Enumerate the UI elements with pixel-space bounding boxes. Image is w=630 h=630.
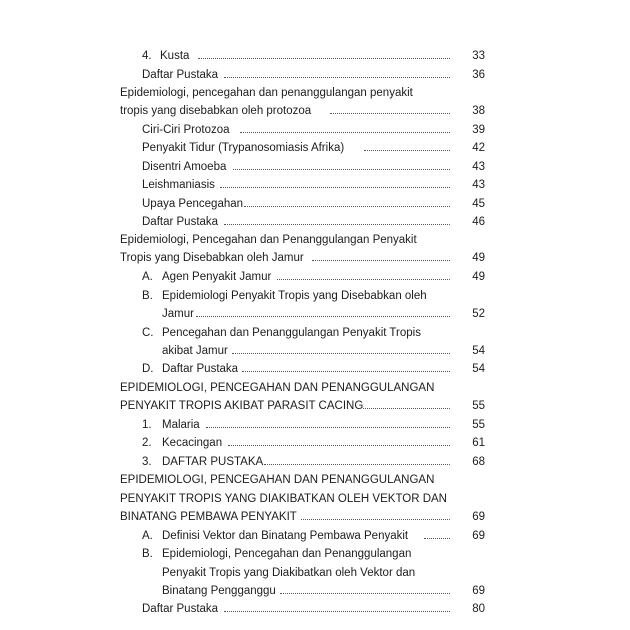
entry-title: Daftar Pustaka (142, 603, 219, 615)
entry-title: Malaria (162, 419, 200, 431)
entry-page: 43 (472, 161, 485, 173)
dot-leader (264, 464, 450, 465)
toc-entry (0, 47, 630, 65)
entry-page: 38 (472, 105, 485, 117)
entry-title: PENYAKIT TROPIS YANG DIAKIBATKAN OLEH VEKTOR DAN (120, 493, 447, 505)
entry-title: PENYAKIT TROPIS AKIBAT PARASIT CACING (120, 400, 364, 412)
entry-marker: C. (142, 327, 154, 339)
toc-entry (0, 305, 630, 323)
entry-title: Agen Penyakit Jamur (162, 271, 272, 283)
entry-title: Pencegahan dan Penanggulangan Penyakit Tropis (162, 327, 421, 339)
entry-page: 42 (472, 142, 485, 154)
entry-page: 45 (472, 198, 485, 210)
dot-leader (280, 593, 450, 594)
entry-page: 36 (472, 69, 485, 81)
toc-entry (0, 158, 630, 176)
toc-entry (0, 102, 630, 120)
dot-leader (301, 519, 450, 520)
entry-page: 54 (472, 363, 485, 375)
toc-entry (0, 527, 630, 545)
entry-title: Penyakit Tidur (Trypanosomiasis Afrika) (142, 142, 345, 154)
toc-entry (0, 287, 630, 305)
toc-entry (0, 434, 630, 452)
entry-page: 69 (472, 511, 485, 523)
entry-page: 33 (472, 50, 485, 62)
toc-entry (0, 249, 630, 267)
entry-title: BINATANG PEMBAWA PENYAKIT (120, 511, 297, 523)
toc-entry (0, 600, 630, 618)
toc-entry (0, 324, 630, 342)
entry-marker: D. (142, 363, 154, 375)
dot-leader (312, 260, 450, 261)
entry-title: Jamur (162, 308, 194, 320)
entry-title: Binatang Pengganggu (162, 585, 276, 597)
dot-leader (224, 77, 450, 78)
dot-leader (233, 169, 450, 170)
toc-entry (0, 379, 630, 397)
toc-entry (0, 84, 630, 102)
entry-title: EPIDEMIOLOGI, PENCEGAHAN DAN PENANGGULANGAN (120, 474, 435, 486)
entry-page: 52 (472, 308, 485, 320)
toc-entry (0, 121, 630, 139)
dot-leader (240, 132, 450, 133)
toc-entry (0, 195, 630, 213)
entry-title: Kecacingan (162, 437, 223, 449)
entry-title: Definisi Vektor dan Binatang Pembawa Penyakit (162, 530, 409, 542)
toc-entry (0, 66, 630, 84)
entry-title: Disentri Amoeba (142, 161, 227, 173)
entry-page: 39 (472, 124, 485, 136)
dot-leader (198, 58, 450, 59)
entry-page: 69 (472, 585, 485, 597)
entry-page: 55 (472, 400, 485, 412)
toc-entry (0, 564, 630, 582)
dot-leader (424, 538, 450, 539)
entry-title: Daftar Pustaka (142, 216, 219, 228)
entry-page: 43 (472, 179, 485, 191)
toc-entry (0, 453, 630, 471)
toc-entry (0, 490, 630, 508)
toc-entry (0, 397, 630, 415)
entry-marker: 4. (142, 50, 152, 62)
entry-marker: 1. (142, 419, 152, 431)
entry-title: Epidemiologi, Pencegahan dan Penanggulangan (162, 548, 412, 560)
entry-title: DAFTAR PUSTAKA (162, 456, 264, 468)
toc-entry (0, 508, 630, 526)
entry-title: tropis yang disebabkan oleh protozoa (120, 105, 312, 117)
dot-leader (232, 353, 450, 354)
toc-entry (0, 176, 630, 194)
entry-title: akibat Jamur (162, 345, 228, 357)
entry-title: Kusta (160, 50, 190, 62)
toc-entry (0, 582, 630, 600)
entry-title: Tropis yang Disebabkan oleh Jamur (120, 252, 304, 264)
entry-page: 68 (472, 456, 485, 468)
dot-leader (228, 445, 450, 446)
dot-leader (363, 408, 450, 409)
entry-page: 54 (472, 345, 485, 357)
dot-leader (224, 611, 450, 612)
toc-entry (0, 231, 630, 249)
dot-leader (196, 316, 450, 317)
dot-leader (244, 206, 450, 207)
entry-page: 46 (472, 216, 485, 228)
entry-title: Daftar Pustaka (162, 363, 239, 375)
entry-marker: A. (142, 271, 153, 283)
entry-title: EPIDEMIOLOGI, PENCEGAHAN DAN PENANGGULANGAN (120, 382, 435, 394)
entry-title: Epidemiologi, pencegahan dan penanggulangan penyakit (120, 87, 413, 99)
toc-entry (0, 139, 630, 157)
entry-title: Penyakit Tropis yang Diakibatkan oleh Vektor dan (162, 567, 416, 579)
entry-title: Ciri-Ciri Protozoa (142, 124, 230, 136)
toc-entry (0, 342, 630, 360)
entry-page: 49 (472, 271, 485, 283)
dot-leader (224, 224, 450, 225)
dot-leader (277, 279, 450, 280)
entry-page: 80 (472, 603, 485, 615)
entry-marker: 2. (142, 437, 152, 449)
entry-title: Upaya Pencegahan (142, 198, 244, 210)
dot-leader (364, 150, 450, 151)
toc-entry (0, 471, 630, 489)
entry-title: Daftar Pustaka (142, 69, 219, 81)
toc-entry (0, 416, 630, 434)
entry-marker: B. (142, 548, 153, 560)
dot-leader (206, 427, 450, 428)
entry-title: Epidemiologi Penyakit Tropis yang Disebabkan oleh (162, 290, 427, 302)
toc-entry (0, 268, 630, 286)
toc-entry (0, 360, 630, 378)
entry-page: 55 (472, 419, 485, 431)
dot-leader (242, 371, 450, 372)
entry-marker: A. (142, 530, 153, 542)
entry-page: 61 (472, 437, 485, 449)
entry-page: 49 (472, 252, 485, 264)
toc-entry (0, 545, 630, 563)
entry-marker: B. (142, 290, 153, 302)
dot-leader (220, 187, 450, 188)
entry-title: Epidemiologi, Pencegahan dan Penanggulangan Penyakit (120, 234, 417, 246)
entry-title: Leishmaniasis (142, 179, 215, 191)
dot-leader (330, 113, 450, 114)
entry-marker: 3. (142, 456, 152, 468)
entry-page: 69 (472, 530, 485, 542)
toc-entry (0, 213, 630, 231)
